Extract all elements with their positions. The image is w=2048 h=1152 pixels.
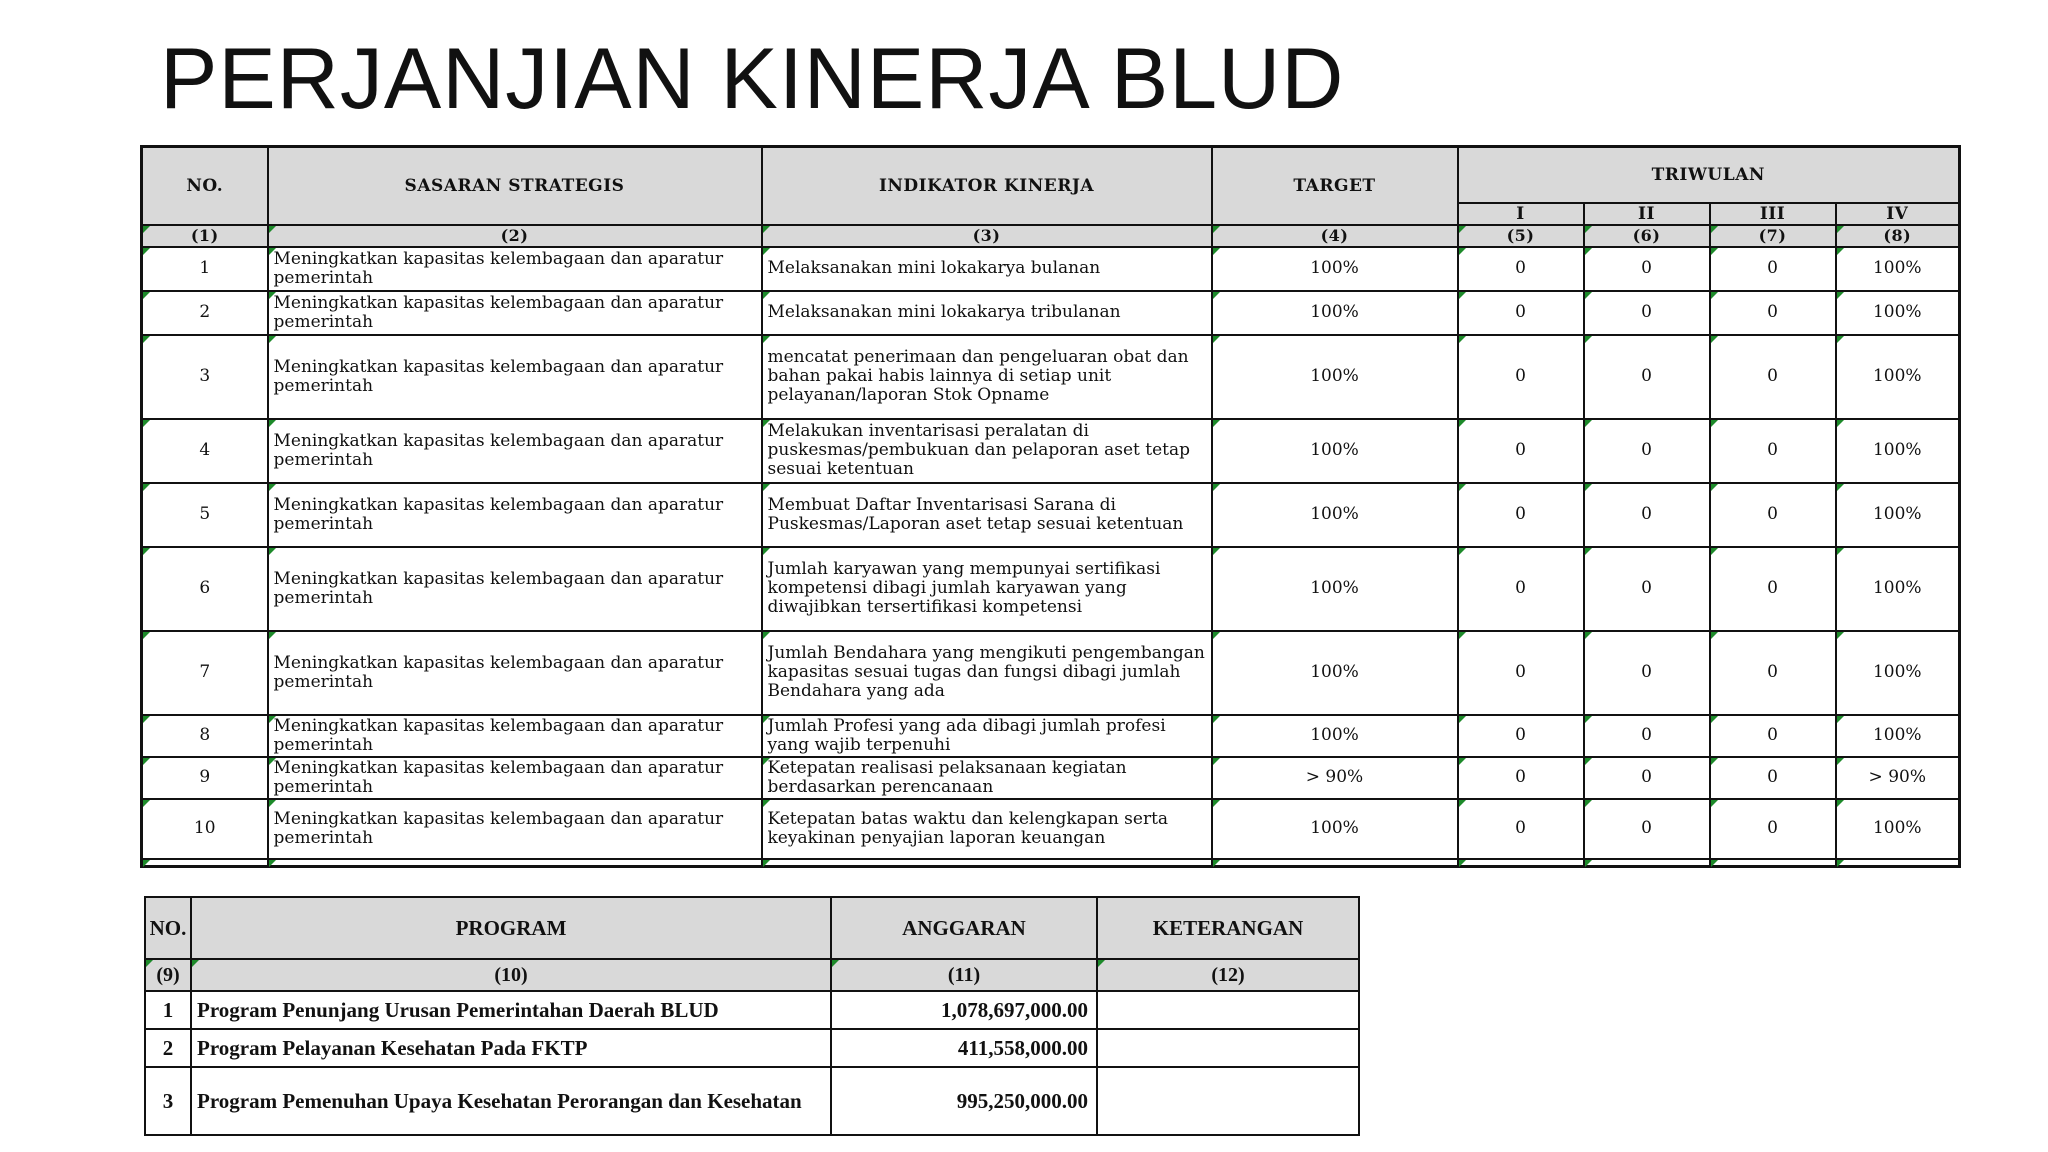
table-row bbox=[145, 1067, 1359, 1135]
table-row bbox=[142, 247, 1960, 291]
row-q2: 0 bbox=[1584, 715, 1710, 757]
row-sasaran: Meningkatkan kapasitas kelembagaan dan aparatur pemerintah bbox=[268, 335, 762, 419]
row-q3: 0 bbox=[1710, 247, 1836, 291]
colnum-cell: (3) bbox=[762, 225, 1212, 247]
colnum-cell: (7) bbox=[1710, 225, 1836, 247]
program-no: 2 bbox=[145, 1029, 191, 1067]
row-indikator: Melakukan inventarisasi peralatan di puskesmas/pembukuan dan pelaporan aset tetap sesuai ketentuan bbox=[762, 419, 1212, 483]
row-q3: 0 bbox=[1710, 547, 1836, 631]
row-q3: 0 bbox=[1710, 483, 1836, 547]
colnum-cell: (2) bbox=[268, 225, 762, 247]
end-cell bbox=[142, 859, 268, 867]
row-target: 100% bbox=[1212, 631, 1458, 715]
end-cell bbox=[1584, 859, 1710, 867]
row-sasaran: Meningkatkan kapasitas kelembagaan dan aparatur pemerintah bbox=[268, 291, 762, 335]
end-cell bbox=[762, 859, 1212, 867]
row-q2: 0 bbox=[1584, 419, 1710, 483]
colnum-cell: (10) bbox=[191, 959, 831, 991]
header-q2: II bbox=[1584, 203, 1710, 225]
row-q4: 100% bbox=[1836, 247, 1960, 291]
row-q1: 0 bbox=[1458, 247, 1584, 291]
header-q3: III bbox=[1710, 203, 1836, 225]
program-no: 1 bbox=[145, 991, 191, 1029]
row-no: 6 bbox=[142, 547, 268, 631]
row-target: 100% bbox=[1212, 419, 1458, 483]
row-q1: 0 bbox=[1458, 419, 1584, 483]
row-sasaran: Meningkatkan kapasitas kelembagaan dan aparatur pemerintah bbox=[268, 799, 762, 859]
row-indikator: mencatat penerimaan dan pengeluaran obat dan bahan pakai habis lainnya di setiap unit pelayanan/laporan Stok Opname bbox=[762, 335, 1212, 419]
row-q1: 0 bbox=[1458, 483, 1584, 547]
table-row bbox=[142, 547, 1960, 631]
row-q1: 0 bbox=[1458, 799, 1584, 859]
row-target: 100% bbox=[1212, 483, 1458, 547]
row-target: 100% bbox=[1212, 247, 1458, 291]
program-name: Program Pemenuhan Upaya Kesehatan Perorangan dan Kesehatan bbox=[191, 1067, 831, 1135]
row-no: 1 bbox=[142, 247, 268, 291]
end-cell bbox=[1836, 859, 1960, 867]
header-program: PROGRAM bbox=[191, 897, 831, 959]
row-indikator: Membuat Daftar Inventarisasi Sarana di Puskesmas/Laporan aset tetap sesuai ketentuan bbox=[762, 483, 1212, 547]
row-target: > 90% bbox=[1212, 757, 1458, 799]
row-no: 2 bbox=[142, 291, 268, 335]
colnum-cell: (5) bbox=[1458, 225, 1584, 247]
row-q4: > 90% bbox=[1836, 757, 1960, 799]
row-no: 8 bbox=[142, 715, 268, 757]
program-keterangan bbox=[1097, 1029, 1359, 1067]
table-row bbox=[142, 335, 1960, 419]
row-sasaran: Meningkatkan kapasitas kelembagaan dan aparatur pemerintah bbox=[268, 483, 762, 547]
row-indikator: Jumlah Profesi yang ada dibagi jumlah profesi yang wajib terpenuhi bbox=[762, 715, 1212, 757]
header-program-no: NO. bbox=[145, 897, 191, 959]
kinerja-table bbox=[140, 145, 1961, 868]
row-target: 100% bbox=[1212, 335, 1458, 419]
table-row bbox=[142, 757, 1960, 799]
row-q1: 0 bbox=[1458, 291, 1584, 335]
row-q2: 0 bbox=[1584, 799, 1710, 859]
row-q3: 0 bbox=[1710, 291, 1836, 335]
end-cell bbox=[1458, 859, 1584, 867]
row-q1: 0 bbox=[1458, 335, 1584, 419]
row-q4: 100% bbox=[1836, 715, 1960, 757]
header-anggaran: ANGGARAN bbox=[831, 897, 1097, 959]
header-triwulan: TRIWULAN bbox=[1458, 147, 1960, 203]
table-row bbox=[145, 1029, 1359, 1067]
row-q2: 0 bbox=[1584, 247, 1710, 291]
colnum-cell: (4) bbox=[1212, 225, 1458, 247]
header-keterangan: KETERANGAN bbox=[1097, 897, 1359, 959]
row-indikator: Jumlah karyawan yang mempunyai sertifikasi kompetensi dibagi jumlah karyawan yang diwajibkan tersertifikasi kompetensi bbox=[762, 547, 1212, 631]
row-q4: 100% bbox=[1836, 419, 1960, 483]
header-target: TARGET bbox=[1212, 147, 1458, 225]
row-q1: 0 bbox=[1458, 757, 1584, 799]
program-name: Program Penunjang Urusan Pemerintahan Daerah BLUD bbox=[191, 991, 831, 1029]
row-indikator: Ketepatan batas waktu dan kelengkapan serta keyakinan penyajian laporan keuangan bbox=[762, 799, 1212, 859]
row-q1: 0 bbox=[1458, 631, 1584, 715]
end-cell bbox=[1710, 859, 1836, 867]
row-no: 10 bbox=[142, 799, 268, 859]
row-target: 100% bbox=[1212, 547, 1458, 631]
page-title: PERJANJIAN KINERJA BLUD bbox=[160, 31, 1345, 127]
end-cell bbox=[268, 859, 762, 867]
row-q2: 0 bbox=[1584, 547, 1710, 631]
colnum-cell: (8) bbox=[1836, 225, 1960, 247]
table-row bbox=[142, 799, 1960, 859]
row-no: 4 bbox=[142, 419, 268, 483]
header-no: NO. bbox=[142, 147, 268, 225]
row-target: 100% bbox=[1212, 715, 1458, 757]
row-q3: 0 bbox=[1710, 631, 1836, 715]
row-no: 9 bbox=[142, 757, 268, 799]
colnum-cell: (12) bbox=[1097, 959, 1359, 991]
colnum-cell: (9) bbox=[145, 959, 191, 991]
row-q4: 100% bbox=[1836, 291, 1960, 335]
row-q1: 0 bbox=[1458, 715, 1584, 757]
program-anggaran: 1,078,697,000.00 bbox=[831, 991, 1097, 1029]
row-q4: 100% bbox=[1836, 799, 1960, 859]
row-target: 100% bbox=[1212, 291, 1458, 335]
table-row bbox=[145, 991, 1359, 1029]
row-indikator: Jumlah Bendahara yang mengikuti pengembangan kapasitas sesuai tugas dan fungsi dibagi jumlah Bendahara yang ada bbox=[762, 631, 1212, 715]
row-q4: 100% bbox=[1836, 335, 1960, 419]
row-indikator: Melaksanakan mini lokakarya bulanan bbox=[762, 247, 1212, 291]
row-no: 5 bbox=[142, 483, 268, 547]
program-anggaran: 995,250,000.00 bbox=[831, 1067, 1097, 1135]
table-row bbox=[142, 291, 1960, 335]
row-sasaran: Meningkatkan kapasitas kelembagaan dan aparatur pemerintah bbox=[268, 419, 762, 483]
end-cell bbox=[1212, 859, 1458, 867]
header-q4: IV bbox=[1836, 203, 1960, 225]
row-indikator: Ketepatan realisasi pelaksanaan kegiatan berdasarkan perencanaan bbox=[762, 757, 1212, 799]
row-q3: 0 bbox=[1710, 715, 1836, 757]
row-q4: 100% bbox=[1836, 483, 1960, 547]
row-indikator: Melaksanakan mini lokakarya tribulanan bbox=[762, 291, 1212, 335]
row-q2: 0 bbox=[1584, 483, 1710, 547]
row-sasaran: Meningkatkan kapasitas kelembagaan dan aparatur pemerintah bbox=[268, 715, 762, 757]
header-q1: I bbox=[1458, 203, 1584, 225]
row-sasaran: Meningkatkan kapasitas kelembagaan dan aparatur pemerintah bbox=[268, 757, 762, 799]
row-sasaran: Meningkatkan kapasitas kelembagaan dan aparatur pemerintah bbox=[268, 547, 762, 631]
header-sasaran: SASARAN STRATEGIS bbox=[268, 147, 762, 225]
row-target: 100% bbox=[1212, 799, 1458, 859]
program-anggaran: 411,558,000.00 bbox=[831, 1029, 1097, 1067]
row-q1: 0 bbox=[1458, 547, 1584, 631]
row-no: 7 bbox=[142, 631, 268, 715]
row-no: 3 bbox=[142, 335, 268, 419]
row-q3: 0 bbox=[1710, 419, 1836, 483]
row-sasaran: Meningkatkan kapasitas kelembagaan dan aparatur pemerintah bbox=[268, 631, 762, 715]
table-row bbox=[142, 419, 1960, 483]
row-sasaran: Meningkatkan kapasitas kelembagaan dan aparatur pemerintah bbox=[268, 247, 762, 291]
row-q3: 0 bbox=[1710, 757, 1836, 799]
table-row bbox=[142, 483, 1960, 547]
colnum-cell: (11) bbox=[831, 959, 1097, 991]
program-keterangan bbox=[1097, 1067, 1359, 1135]
row-q4: 100% bbox=[1836, 547, 1960, 631]
program-no: 3 bbox=[145, 1067, 191, 1135]
row-q4: 100% bbox=[1836, 631, 1960, 715]
colnum-cell: (1) bbox=[142, 225, 268, 247]
table-end-row bbox=[142, 859, 1960, 867]
row-q3: 0 bbox=[1710, 335, 1836, 419]
row-q2: 0 bbox=[1584, 291, 1710, 335]
row-q2: 0 bbox=[1584, 631, 1710, 715]
header-indikator: INDIKATOR KINERJA bbox=[762, 147, 1212, 225]
row-q3: 0 bbox=[1710, 799, 1836, 859]
table-row bbox=[142, 715, 1960, 757]
program-name: Program Pelayanan Kesehatan Pada FKTP bbox=[191, 1029, 831, 1067]
row-q2: 0 bbox=[1584, 335, 1710, 419]
colnum-cell: (6) bbox=[1584, 225, 1710, 247]
row-q2: 0 bbox=[1584, 757, 1710, 799]
program-table bbox=[144, 896, 1360, 1136]
table-row bbox=[142, 631, 1960, 715]
program-keterangan bbox=[1097, 991, 1359, 1029]
